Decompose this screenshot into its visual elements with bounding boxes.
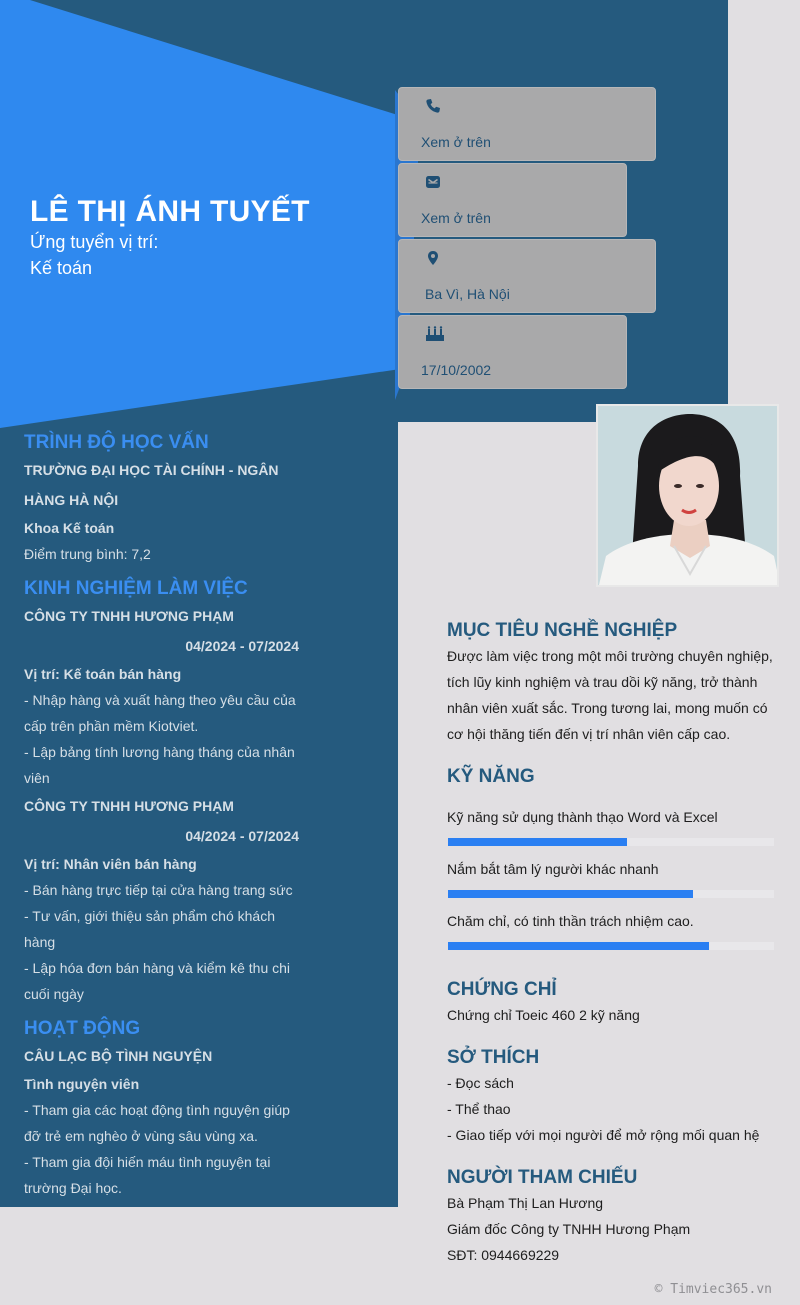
job-detail-line: cấp trên phần mềm Kiotviet. <box>24 718 199 734</box>
activity-club: CÂU LẠC BỘ TÌNH NGUYỆN <box>24 1048 213 1064</box>
activity-role: Tình nguyện viên <box>24 1076 140 1092</box>
candidate-name: LÊ THỊ ÁNH TUYẾT <box>30 195 310 228</box>
skill-bar-fill <box>448 838 627 846</box>
footer-watermark: © Timviec365.vn <box>654 1282 772 1297</box>
profile-photo <box>596 404 779 587</box>
skill-bar-fill <box>448 890 693 898</box>
hobby-item: - Giao tiếp với mọi người để mở rộng mối quan hệ <box>447 1127 760 1143</box>
apply-position-value: Kế toán <box>30 258 93 278</box>
skill-bar-track <box>448 890 774 898</box>
certificate-item: Chứng chỉ Toeic 460 2 kỹ năng <box>447 1007 640 1023</box>
objective-line: tích lũy kinh nghiệm và trau dồi kỹ năng, trở thành <box>447 674 758 690</box>
certificates-title: CHỨNG CHỈ <box>447 979 557 1000</box>
job-detail-line: cuối ngày <box>24 986 84 1002</box>
hobbies-title: SỞ THÍCH <box>447 1047 540 1068</box>
skill-bar-track <box>448 942 774 950</box>
job-detail-line: - Lập bảng tính lương hàng tháng của nhân <box>24 744 295 760</box>
job-position: Vị trí: Nhân viên bán hàng <box>24 856 197 872</box>
reference-line: Bà Phạm Thị Lan Hương <box>447 1195 604 1211</box>
skill-bar-track <box>448 838 774 846</box>
job-detail-line: - Tư vấn, giới thiệu sản phẩm chó khách <box>24 908 275 924</box>
skills-title: KỸ NĂNG <box>447 766 535 787</box>
contact-card-phone <box>398 87 656 161</box>
job-position: Vị trí: Kế toán bán hàng <box>24 666 182 682</box>
job-date: 04/2024 - 07/2024 <box>185 828 299 844</box>
birthday-text: 17/10/2002 <box>421 362 492 378</box>
activity-line: - Tham gia các hoạt động tình nguyện giúp <box>24 1102 290 1118</box>
activity-line: - Tham gia đội hiến máu tình nguyện tại <box>24 1154 271 1170</box>
skill-bar-fill <box>448 942 709 950</box>
objective-line: nhân viên xuất sắc. Trong tương lai, mong muốn có <box>447 700 768 716</box>
objective-line: cơ hội thăng tiến đến vị trí nhân viên cấp cao. <box>447 726 731 742</box>
job-detail-line: - Lập hóa đơn bán hàng và kiểm kê thu chi <box>24 960 291 976</box>
education-faculty: Khoa Kế toán <box>24 520 115 536</box>
education-gpa: Điểm trung bình: 7,2 <box>24 546 151 562</box>
job-date: 04/2024 - 07/2024 <box>185 638 299 654</box>
birthday-cake-icon <box>425 326 445 342</box>
job-detail-line: - Nhập hàng và xuất hàng theo yêu cầu của <box>24 692 296 708</box>
hobby-item: - Đọc sách <box>447 1075 514 1091</box>
address-text: Ba Vì, Hà Nội <box>425 286 510 302</box>
contact-card-birthday <box>398 315 627 389</box>
objective-title: MỤC TIÊU NGHỀ NGHIỆP <box>447 620 678 641</box>
reference-line: SĐT: 0944669229 <box>447 1247 560 1263</box>
hobby-item: - Thể thao <box>447 1101 511 1117</box>
references-title: NGƯỜI THAM CHIẾU <box>447 1167 638 1188</box>
email-text: Xem ở trên <box>421 210 491 226</box>
job-detail-line: viên <box>24 770 50 786</box>
skill-label: Chăm chỉ, có tinh thần trách nhiệm cao. <box>447 913 694 929</box>
activity-line: trường Đại học. <box>24 1180 122 1196</box>
activities-title: HOẠT ĐỘNG <box>24 1018 141 1039</box>
job-company: CÔNG TY TNHH HƯƠNG PHẠM <box>24 608 234 624</box>
reference-line: Giám đốc Công ty TNHH Hương Phạm <box>447 1221 691 1237</box>
job-detail-line: - Bán hàng trực tiếp tại cửa hàng trang sức <box>24 882 293 898</box>
education-title: TRÌNH ĐỘ HỌC VẤN <box>24 432 209 453</box>
job-company: CÔNG TY TNHH HƯƠNG PHẠM <box>24 798 234 814</box>
objective-line: Được làm việc trong một môi trường chuyên nghiệp, <box>447 648 773 664</box>
map-pin-icon <box>425 250 441 266</box>
skill-label: Kỹ năng sử dụng thành thạo Word và Excel <box>447 809 718 825</box>
activity-line: đỡ trẻ em nghèo ở vùng sâu vùng xa. <box>24 1128 258 1144</box>
contact-card-email <box>398 163 627 237</box>
experience-title: KINH NGHIỆM LÀM VIỆC <box>24 578 248 599</box>
phone-icon <box>425 98 441 114</box>
skill-label: Nắm bắt tâm lý người khác nhanh <box>447 861 659 877</box>
education-school-line1: TRƯỜNG ĐẠI HỌC TÀI CHÍNH - NGÂN <box>24 462 279 478</box>
apply-position-label: Ứng tuyển vị trí: <box>30 232 159 252</box>
education-school-line2: HÀNG HÀ NỘI <box>24 492 119 508</box>
contact-card-address <box>398 239 656 313</box>
envelope-icon <box>425 174 441 190</box>
phone-text: Xem ở trên <box>421 134 491 150</box>
job-detail-line: hàng <box>24 934 56 950</box>
